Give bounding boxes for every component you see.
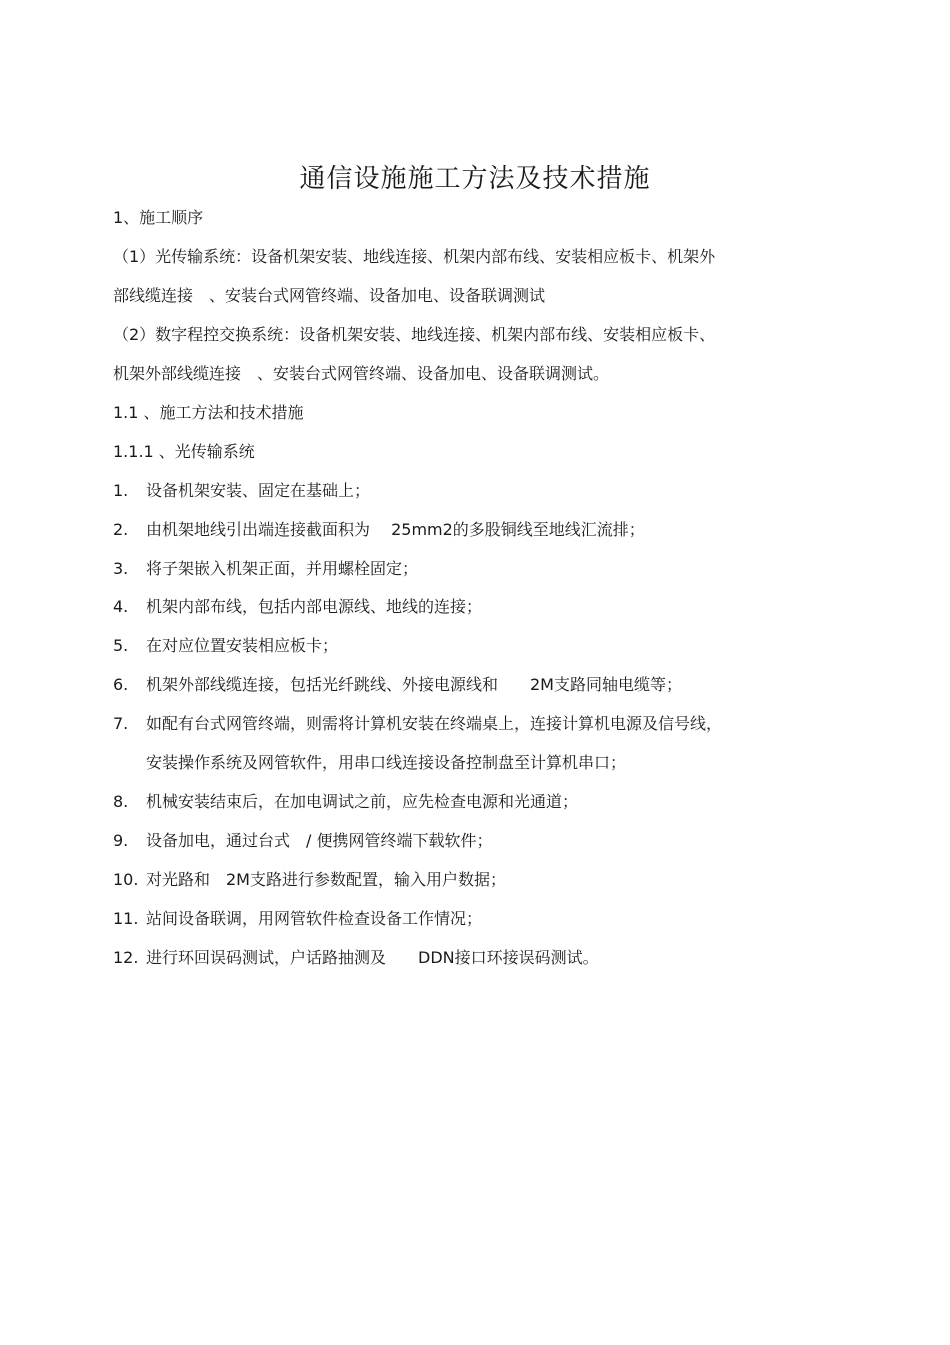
list-item-number: 5. [113,636,129,655]
list-item-number: 1. [113,481,129,500]
document-title: 通信设施施工方法及技术措施 [299,164,651,194]
list-item-number: 2. [113,520,129,539]
list-item-number: 3. [113,559,129,578]
list-item-text: 设备机架安装、固定在基础上； [146,481,371,500]
paragraph-1-line-1: （1）光传输系统：设备机架安装、地线连接、机架内部布线、安装相应板卡、机架外 [113,247,716,266]
list-item-number: 4. [113,597,129,616]
list-item-text: 在对应位置安装相应板卡； [146,636,339,655]
list-item-number: 12. [113,948,139,967]
list-item-text: 机架内部布线，包括内部电源线、地线的连接； [146,597,483,616]
paragraph-1-line-2: 部线缆连接 、安装台式网管终端、设备加电、设备联调测试 [113,286,546,305]
list-item-number: 7. [113,714,129,733]
list-item-text: 由机架地线引出端连接截面积为 25mm2的多股铜线至地线汇流排； [146,520,645,539]
section-heading-1-1: 1.1 、施工方法和技术措施 [113,403,304,422]
paragraph-2-line-1: （2）数字程控交换系统：设备机架安装、地线连接、机架内部布线、安装相应板卡、 [113,325,716,344]
paragraph-2-line-2: 机架外部线缆连接 、安装台式网管终端、设备加电、设备联调测试。 [113,364,610,383]
list-item-number: 8. [113,792,129,811]
section-heading-1-1-1: 1.1.1 、光传输系统 [113,442,255,461]
list-item-text: 对光路和 2M支路进行参数配置，输入用户数据； [146,870,506,889]
list-item-text: 设备加电，通过台式 / 便携网管终端下载软件； [146,831,493,850]
list-item-number: 11. [113,909,139,928]
list-item-number: 9. [113,831,129,850]
list-item-text: 机架外部线缆连接，包括光纤跳线、外接电源线和 2M支路同轴电缆等； [146,675,682,694]
list-item-text: 如配有台式网管终端，则需将计算机安装在终端桌上，连接计算机电源及信号线， [146,714,723,733]
list-item-text: 站间设备联调，用网管软件检查设备工作情况； [146,909,483,928]
list-item-text-continued: 安装操作系统及网管软件，用串口线连接设备控制盘至计算机串口； [146,753,627,772]
list-item-text: 进行环回误码测试，户话路抽测及 DDN接口环接误码测试。 [146,948,599,967]
section-heading-1: 1、施工顺序 [113,208,204,227]
list-item-text: 将子架嵌入机架正面，并用螺栓固定； [146,559,419,578]
list-item-number: 10. [113,870,139,889]
list-item-number: 6. [113,675,129,694]
list-item-text: 机械安装结束后，在加电调试之前，应先检查电源和光通道； [146,792,579,811]
